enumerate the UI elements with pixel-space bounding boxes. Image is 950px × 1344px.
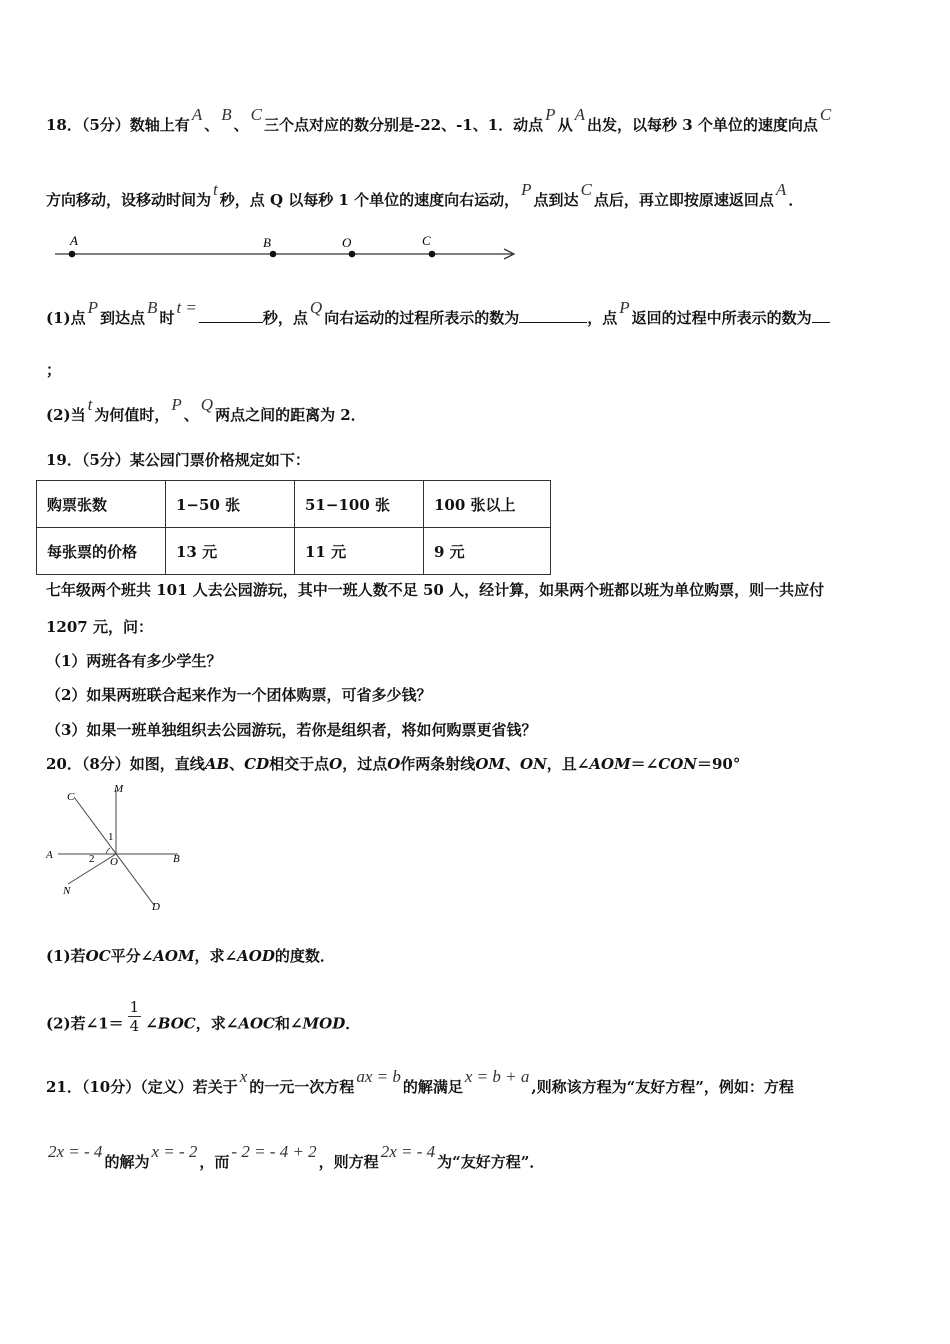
q18-part2: [46, 395, 366, 425]
text: ，则方程: [318, 1153, 379, 1171]
math-eq-ax-b: ax = b: [356, 1067, 401, 1086]
math-t: t: [213, 180, 218, 199]
text: 从: [557, 116, 573, 134]
text: 相交于点: [269, 755, 330, 773]
text: 作两条射线: [400, 755, 476, 773]
fraction-one-quarter: [128, 998, 142, 1035]
math-CD: CD: [244, 755, 270, 773]
text: 三个点对应的数分别是-22、-1、1．动点: [263, 116, 544, 134]
math-x: x: [239, 1067, 248, 1086]
text: 的一元一次方程: [249, 1078, 355, 1096]
q20-part2: [46, 998, 361, 1043]
table-cell: 每张票的价格: [37, 528, 166, 575]
table-cell: 13 元: [166, 528, 295, 575]
q18-semicolon: ；: [46, 361, 62, 379]
table-cell: 51−100 张: [295, 481, 424, 528]
math-P: P: [171, 395, 182, 414]
point-O: [349, 251, 356, 258]
q19-title: 19．（5分）某公园门票价格规定如下：: [46, 451, 310, 469]
text: 两点之间的距离为 2．: [215, 406, 366, 424]
table-cell: 购票张数: [37, 481, 166, 528]
point-C: [429, 251, 436, 258]
table-cell: 9 元: [424, 528, 551, 575]
sep: 、: [233, 116, 249, 134]
label-C: C: [67, 791, 75, 803]
text: ，点: [587, 309, 618, 327]
text: 时: [159, 309, 175, 327]
text: ，求∠: [195, 1014, 239, 1033]
text: 点到达: [533, 191, 579, 209]
text: 到达点: [100, 309, 146, 327]
math-B: B: [221, 105, 232, 124]
text: 20．（8分）如图，直线: [46, 755, 205, 773]
label-O: O: [110, 856, 118, 868]
math-OC: OC: [85, 947, 111, 965]
math-P: P: [545, 105, 556, 124]
angle-figure: [40, 780, 190, 915]
label-O: O: [342, 235, 352, 250]
answer-blank[interactable]: [519, 308, 587, 323]
math-MOD: MOD: [302, 1014, 346, 1033]
text: ．: [788, 191, 804, 209]
q19-desc1: 七年级两个班共 101 人去公园游玩，其中一班人数不足 50 人，经计算，如果两个班都以班为单位购票，则一共应付: [46, 581, 825, 599]
math-eq: 2x = - 4: [48, 1142, 103, 1161]
math-t-equals: t =: [176, 298, 197, 317]
text: 为“友好方程”．: [437, 1153, 545, 1171]
text: ＝∠: [630, 755, 659, 773]
text: ∠: [145, 1014, 158, 1033]
text: 秒，点: [262, 309, 308, 327]
number-line-figure: [50, 232, 530, 268]
label-B: B: [173, 853, 180, 865]
sep: 、: [204, 116, 220, 134]
math-P: P: [619, 298, 630, 317]
line-CD: [74, 797, 154, 905]
text: (2)若∠1＝: [46, 1014, 124, 1033]
text: 平分∠: [110, 947, 154, 965]
text: 点后，再立即按原速返回点: [593, 191, 774, 209]
table-cell: 100 张以上: [424, 481, 551, 528]
text: 的解为: [104, 1153, 150, 1171]
label-M: M: [114, 783, 124, 795]
label-A: A: [70, 233, 78, 248]
table-cell: 1−50 张: [166, 481, 295, 528]
math-eq: - 2 = - 4 + 2: [231, 1142, 317, 1161]
table-row: [37, 528, 551, 575]
math-OM: OM: [475, 755, 505, 773]
text: 的解满足: [402, 1078, 463, 1096]
text: 返回的过程中所表示的数为: [631, 309, 812, 327]
q18-line2: [46, 180, 804, 210]
math-ON: ON: [520, 755, 547, 773]
math-AOC: AOC: [238, 1014, 275, 1033]
label-D: D: [152, 901, 160, 913]
table-row: [37, 481, 551, 528]
math-CON: CON: [658, 755, 697, 773]
text: 秒，点 Q 以每秒 1 个单位的速度向右运动，: [219, 191, 520, 209]
label-N: N: [63, 885, 71, 897]
q18-part1: [46, 298, 830, 328]
label-C: C: [422, 233, 431, 248]
math-eq: 2x = - 4: [380, 1142, 436, 1161]
math-AB: AB: [204, 755, 230, 773]
math-A: A: [775, 180, 787, 199]
text: 为何值时，: [94, 406, 170, 424]
angle-arc: [106, 848, 110, 854]
label-1: 1: [108, 831, 114, 843]
text: (2)当: [46, 406, 86, 424]
math-AOM: AOM: [153, 947, 195, 965]
math-t: t: [87, 395, 93, 414]
point-A: [69, 251, 76, 258]
text: 21．（10分）（定义）若关于: [46, 1078, 238, 1096]
math-O: O: [387, 755, 401, 773]
answer-blank[interactable]: [812, 308, 830, 323]
text: 出发，以每秒 3 个单位的速度向点: [586, 116, 818, 134]
text: ，过点: [342, 755, 388, 773]
q20-part1: [46, 946, 335, 966]
math-C: C: [580, 180, 592, 199]
sep: 、: [183, 406, 199, 424]
math-Q: Q: [200, 395, 214, 414]
text: 向右运动的过程所表示的数为: [324, 309, 520, 327]
math-eq: x = - 2: [151, 1142, 198, 1161]
math-C: C: [819, 105, 832, 124]
q19-q3: （3）如果一班单独组织去公园游玩，若你是组织者，将如何购票更省钱？: [46, 721, 537, 739]
math-AOM: AOM: [589, 755, 631, 773]
text: ．: [345, 1014, 361, 1033]
table-cell: 11 元: [295, 528, 424, 575]
q19-q1: （1）两班各有多少学生？: [46, 652, 222, 670]
q21-line1: [46, 1067, 794, 1097]
label-A: A: [46, 849, 53, 861]
label-2: 2: [89, 853, 95, 865]
math-O: O: [329, 755, 343, 773]
point-B: [270, 251, 277, 258]
q20-title: [46, 754, 740, 774]
math-A: A: [191, 105, 203, 124]
answer-blank[interactable]: [199, 308, 263, 323]
text: (1)若: [46, 947, 86, 965]
math-AOD: AOD: [237, 947, 275, 965]
math-B: B: [147, 298, 158, 317]
math-P: P: [521, 180, 532, 199]
math-BOC: BOC: [157, 1014, 196, 1033]
math-P: P: [87, 298, 99, 317]
q21-line2: [46, 1142, 545, 1172]
text: ,则称该方程为“友好方程”，例如：方程: [531, 1078, 794, 1096]
price-table: [36, 480, 551, 575]
fraction-numerator: 1: [129, 998, 140, 1016]
math-eq-x-b-plus-a: x = b + a: [464, 1067, 530, 1086]
text: ，求∠: [194, 947, 238, 965]
text: ＝90°: [696, 755, 741, 773]
text: 和∠: [274, 1014, 303, 1033]
math-C: C: [250, 105, 262, 124]
math-A: A: [574, 105, 585, 124]
text: 方向移动，设移动时间为: [46, 191, 212, 209]
q19-q2: （2）如果两班联合起来作为一个团体购票，可省多少钱？: [46, 686, 432, 704]
math-Q: Q: [309, 298, 323, 317]
q18-number: 18．（5分）数轴上有: [46, 116, 190, 134]
text: (1)点: [46, 309, 86, 327]
q18-line1: [46, 105, 833, 135]
text: ，而: [199, 1153, 230, 1171]
text: ，且∠: [546, 755, 590, 773]
label-B: B: [263, 235, 271, 250]
text: 、: [229, 755, 245, 773]
text: 的度数．: [274, 947, 335, 965]
q19-desc2: 1207 元，问：: [46, 618, 153, 636]
text: 、: [504, 755, 520, 773]
fraction-denominator: 4: [129, 1017, 140, 1035]
